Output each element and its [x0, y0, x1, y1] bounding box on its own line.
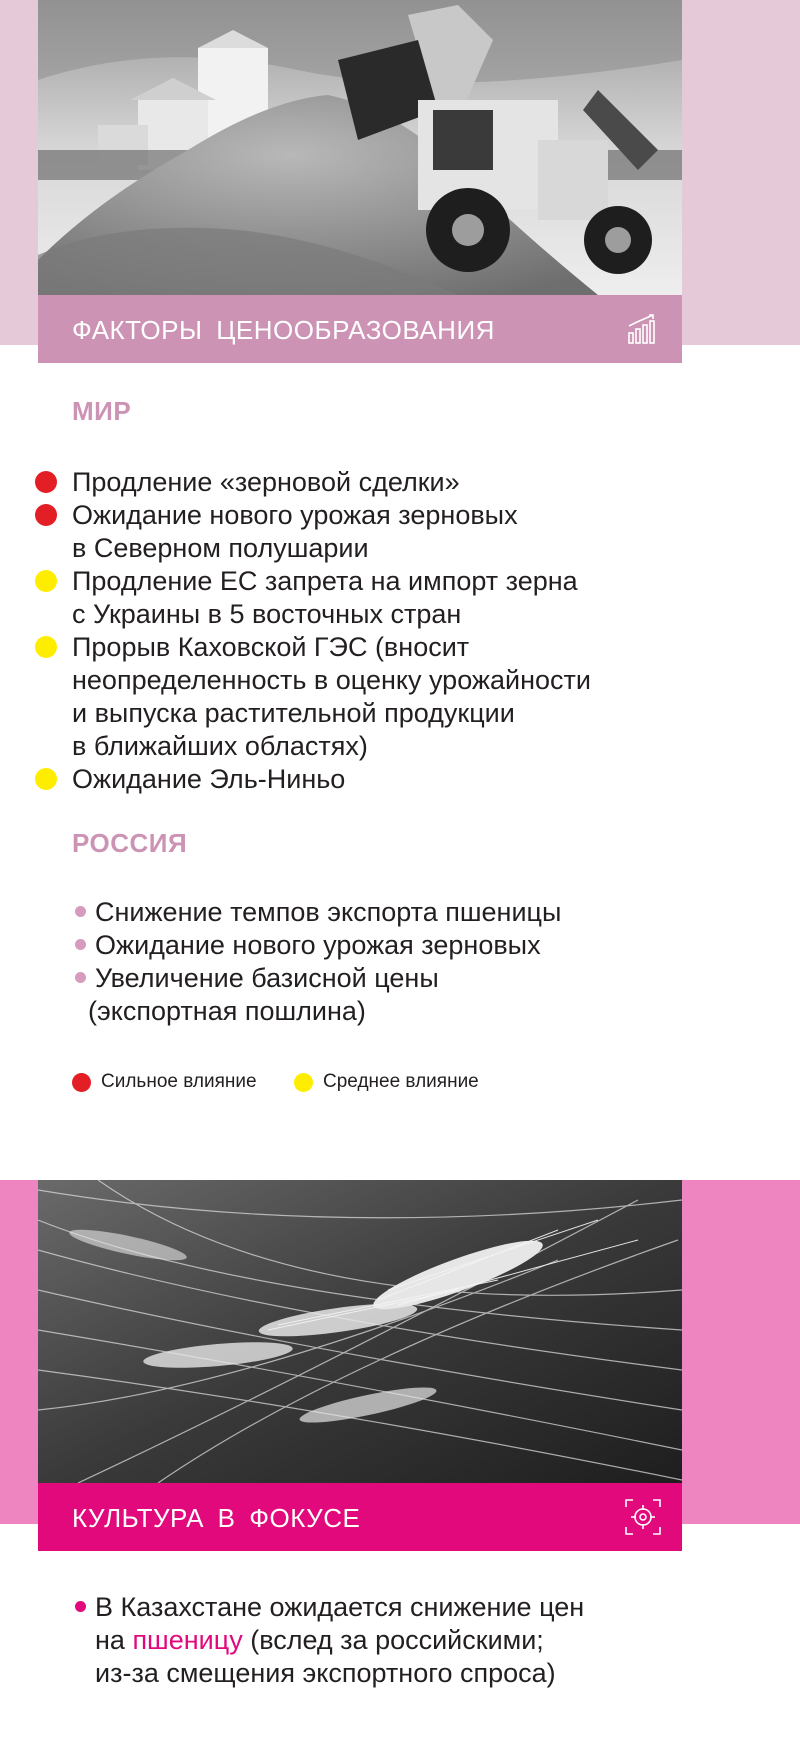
growth-chart-icon [626, 313, 658, 345]
russia-heading: РОССИЯ [72, 828, 188, 858]
world-factor-line: Продление ЕС запрета на импорт зерна [72, 566, 578, 596]
world-factor-line: Прорыв Каховской ГЭС (вносит [72, 632, 470, 662]
section2-title: КУЛЬТУРА В ФОКУСЕ [72, 1503, 361, 1533]
world-factor-line: Ожидание нового урожая зерновых [72, 500, 518, 530]
medium-impact-dot [35, 570, 57, 592]
world-factor-line: в Северном полушарии [72, 533, 369, 563]
focus-line: из-за смещения экспортного спроса) [95, 1658, 556, 1688]
russia-factor-line: Увеличение базисной цены [95, 963, 439, 993]
russia-bullet-dot [75, 939, 86, 950]
legend-strong-label: Сильное влияние [101, 1071, 257, 1092]
wheat-highlight: пшеницу [132, 1625, 243, 1655]
strong-impact-dot [35, 504, 57, 526]
wheat-photo [38, 1180, 682, 1483]
world-factor-line: с Украины в 5 восточных стран [72, 599, 462, 629]
focus-line [95, 1623, 544, 1657]
focus-line: В Казахстане ожидается снижение цен [95, 1592, 585, 1622]
section1-title: ФАКТОРЫ ЦЕНООБРАЗОВАНИЯ [72, 315, 495, 345]
focus-line-prefix: на [95, 1625, 133, 1655]
target-focus-icon [624, 1498, 662, 1536]
world-factor-line: Продление «зерновой сделки» [72, 467, 460, 497]
medium-impact-dot [35, 636, 57, 658]
grain-loader-photo [38, 0, 682, 295]
world-factor-line: неопределенность в оценку урожайности [72, 665, 591, 695]
russia-factor-line: Ожидание нового урожая зерновых [95, 930, 541, 960]
legend-strong-dot [72, 1073, 91, 1092]
strong-impact-dot [35, 471, 57, 493]
russia-bullet-dot [75, 906, 86, 917]
medium-impact-dot [35, 768, 57, 790]
legend-medium-dot [294, 1073, 313, 1092]
russia-factor-line: (экспортная пошлина) [88, 996, 366, 1026]
world-heading: МИР [72, 396, 132, 426]
focus-line-suffix: (вслед за российскими; [242, 1625, 544, 1655]
legend-medium-label: Среднее влияние [323, 1071, 479, 1092]
world-factor-line: и выпуска растительной продукции [72, 698, 515, 728]
world-factor-line: Ожидание Эль-Ниньо [72, 764, 346, 794]
focus-bullet-dot [75, 1601, 86, 1612]
russia-bullet-dot [75, 972, 86, 983]
section1-banner [38, 295, 682, 363]
world-factor-line: в ближайших областях) [72, 731, 368, 761]
section2-banner [38, 1483, 682, 1551]
russia-factor-line: Снижение темпов экспорта пшеницы [95, 897, 562, 927]
